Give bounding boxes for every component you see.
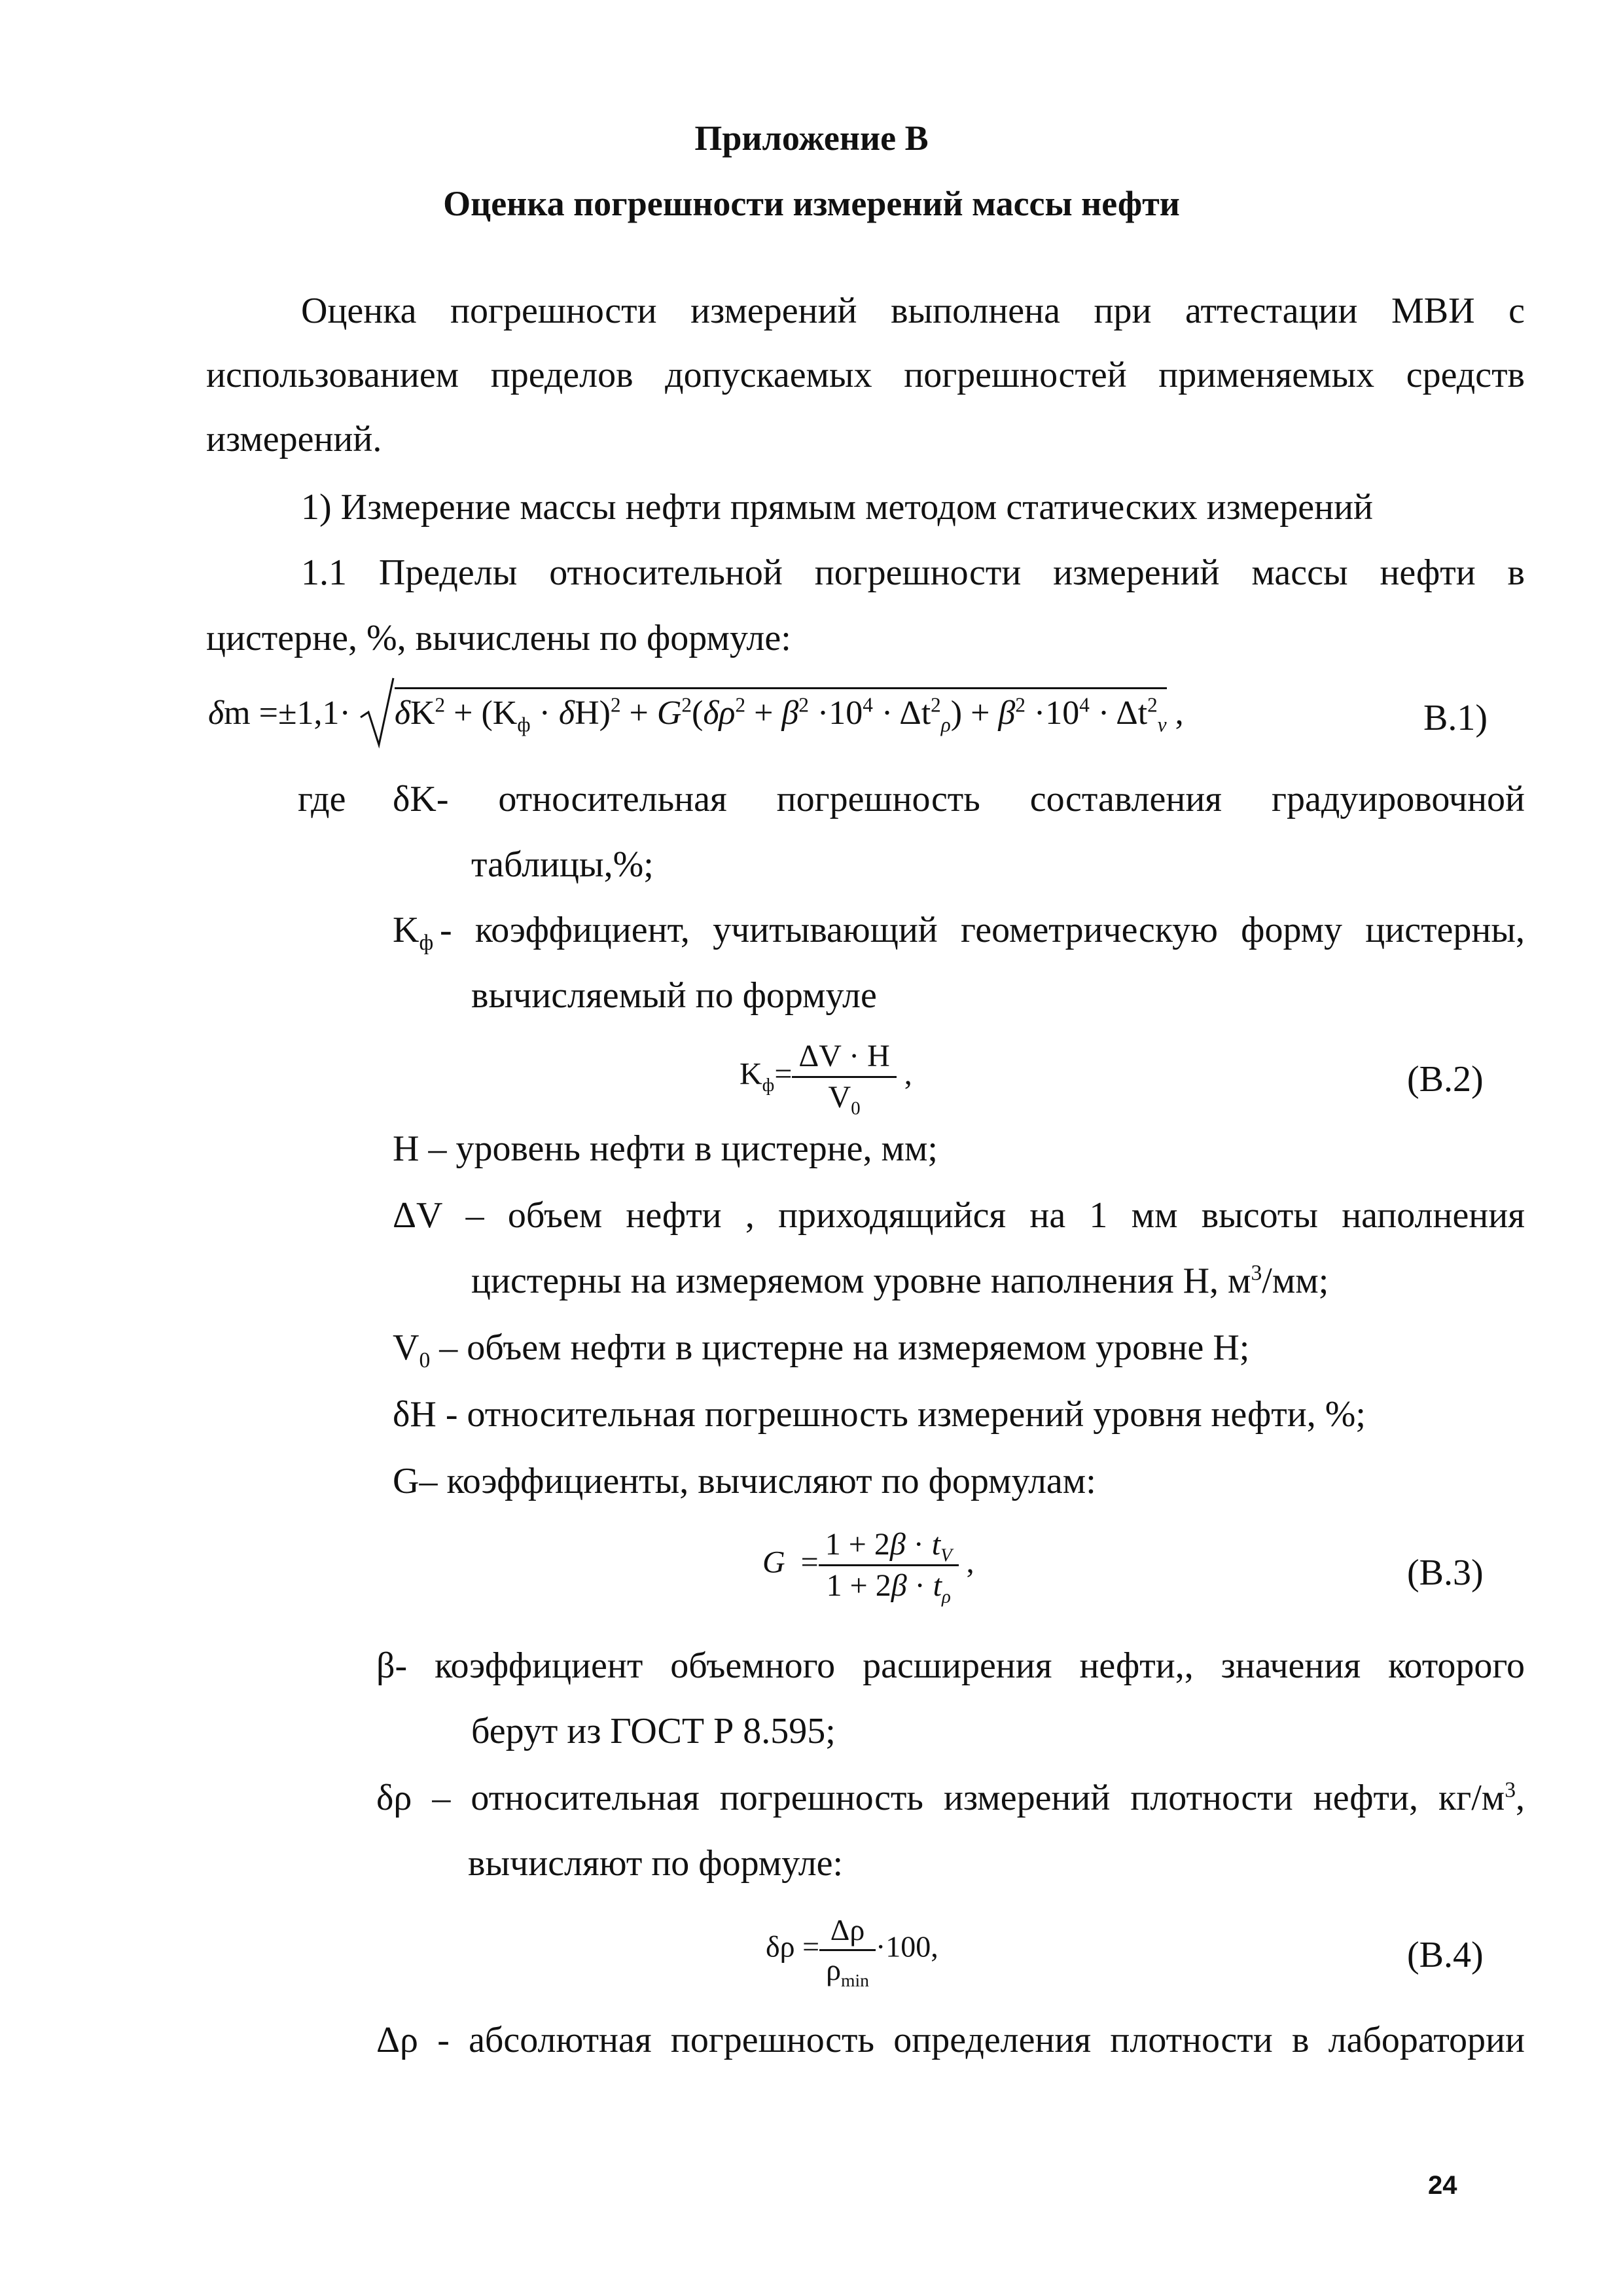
formula-b4: δρ = $\frac{\Delta\rho}{\rho_{min}}$ ·100, bbox=[766, 1911, 938, 1988]
appendix-title: Оценка погрешности измерений массы нефти bbox=[443, 184, 1180, 223]
def-beta-line-1: β- коэффициент объемного расширения нефти,, значения которого bbox=[376, 1645, 1525, 1686]
def-kf-line-2: вычисляемый по формуле bbox=[471, 975, 877, 1016]
def-kf-symbol: $K_ф$ bbox=[393, 910, 434, 956]
def-dv-line-2: цистерны на измеряемом уровне наполнения Н, $м^3/мм$; bbox=[471, 1261, 1329, 1301]
where-label: где bbox=[298, 779, 346, 819]
def-dv-line-1: ΔV – объем нефти , приходящийся на 1 мм высоты наполнения bbox=[393, 1195, 1525, 1236]
appendix-heading: Приложение В bbox=[694, 118, 929, 158]
def-kf-line-1: - коэффициент, учитывающий геометрическую форму цистерны, bbox=[440, 910, 1525, 950]
def-drho-line-1: δρ – относительная погрешность измерений плотности нефти, $кг/м^3$, bbox=[376, 1778, 1525, 1818]
intro-line-2: использованием пределов допускаемых погрешностей применяемых средств bbox=[206, 355, 1525, 395]
def-h: Н – уровень нефти в цистерне, мм; bbox=[393, 1128, 938, 1169]
formula-b4-number: (В.4) bbox=[1407, 1935, 1484, 1975]
formula-b3: G = $\frac{1 + 2\beta \cdot t_V}{1 + 2\beta \cdot t_\rho}$ , bbox=[762, 1525, 974, 1605]
formula-b3-number: (В.3) bbox=[1407, 1552, 1484, 1593]
def-g: G– коэффициенты, вычисляют по формулам: bbox=[393, 1461, 1096, 1501]
intro-line-3: измерений. bbox=[206, 419, 382, 459]
def-beta-line-2: берут из ГОСТ Р 8.595; bbox=[471, 1711, 836, 1751]
section-1-heading: 1) Измерение массы нефти прямым методом статических измерений bbox=[301, 487, 1373, 528]
intro-line-1: Оценка погрешности измерений выполнена при аттестации МВИ с bbox=[301, 291, 1525, 331]
sqrt-sign: $\delta K^2 + (K_ф \cdot \delta H)^2 + G^2(\delta\rho^2 + \beta^2 \cdot 10^4 \cdot \Delta t^2_\rho) + \beta^2 \cdot 10^4 \cdot \Delta t^2_v$ bbox=[359, 687, 1167, 734]
def-dk-line-1: δK- относительная погрешность составления градуировочной bbox=[393, 779, 1525, 819]
section-1-1-line-2: цистерне, %, вычислены по формуле: bbox=[206, 618, 791, 658]
def-drho-line-2: вычисляют по формуле: bbox=[468, 1843, 844, 1884]
def-dh: δH - относительная погрешность измерений уровня нефти, %; bbox=[393, 1394, 1366, 1435]
formula-b1: δm =±1,1· $\delta K^2 + (K_ф \cdot \delta H)^2 + G^2(\delta\rho^2 + \beta^2 \cdot 10^4 \cdot \Delta t^2_\rho) + \beta^2 \cdot 10^4 \cdot \Delta t^2_v$ , bbox=[208, 687, 1184, 734]
formula-b2: $K_ф=$ $\frac{\Delta V \cdot H}{V_0}$ , bbox=[740, 1037, 912, 1117]
def-v0: $V_0$ – объем нефти в цистерне на измеряемом уровне Н; bbox=[393, 1327, 1250, 1373]
def-abs-rho: Δρ - абсолютная погрешность определения плотности в лаборатории bbox=[376, 2020, 1525, 2060]
section-1-1-line-1: 1.1 Пределы относительной погрешности измерений массы нефти в bbox=[301, 552, 1525, 593]
formula-b2-number: (В.2) bbox=[1407, 1059, 1484, 1100]
page-number: 24 bbox=[1428, 2171, 1457, 2200]
def-dk-line-2: таблицы,%; bbox=[471, 844, 654, 885]
formula-b1-number: В.1) bbox=[1423, 698, 1488, 738]
